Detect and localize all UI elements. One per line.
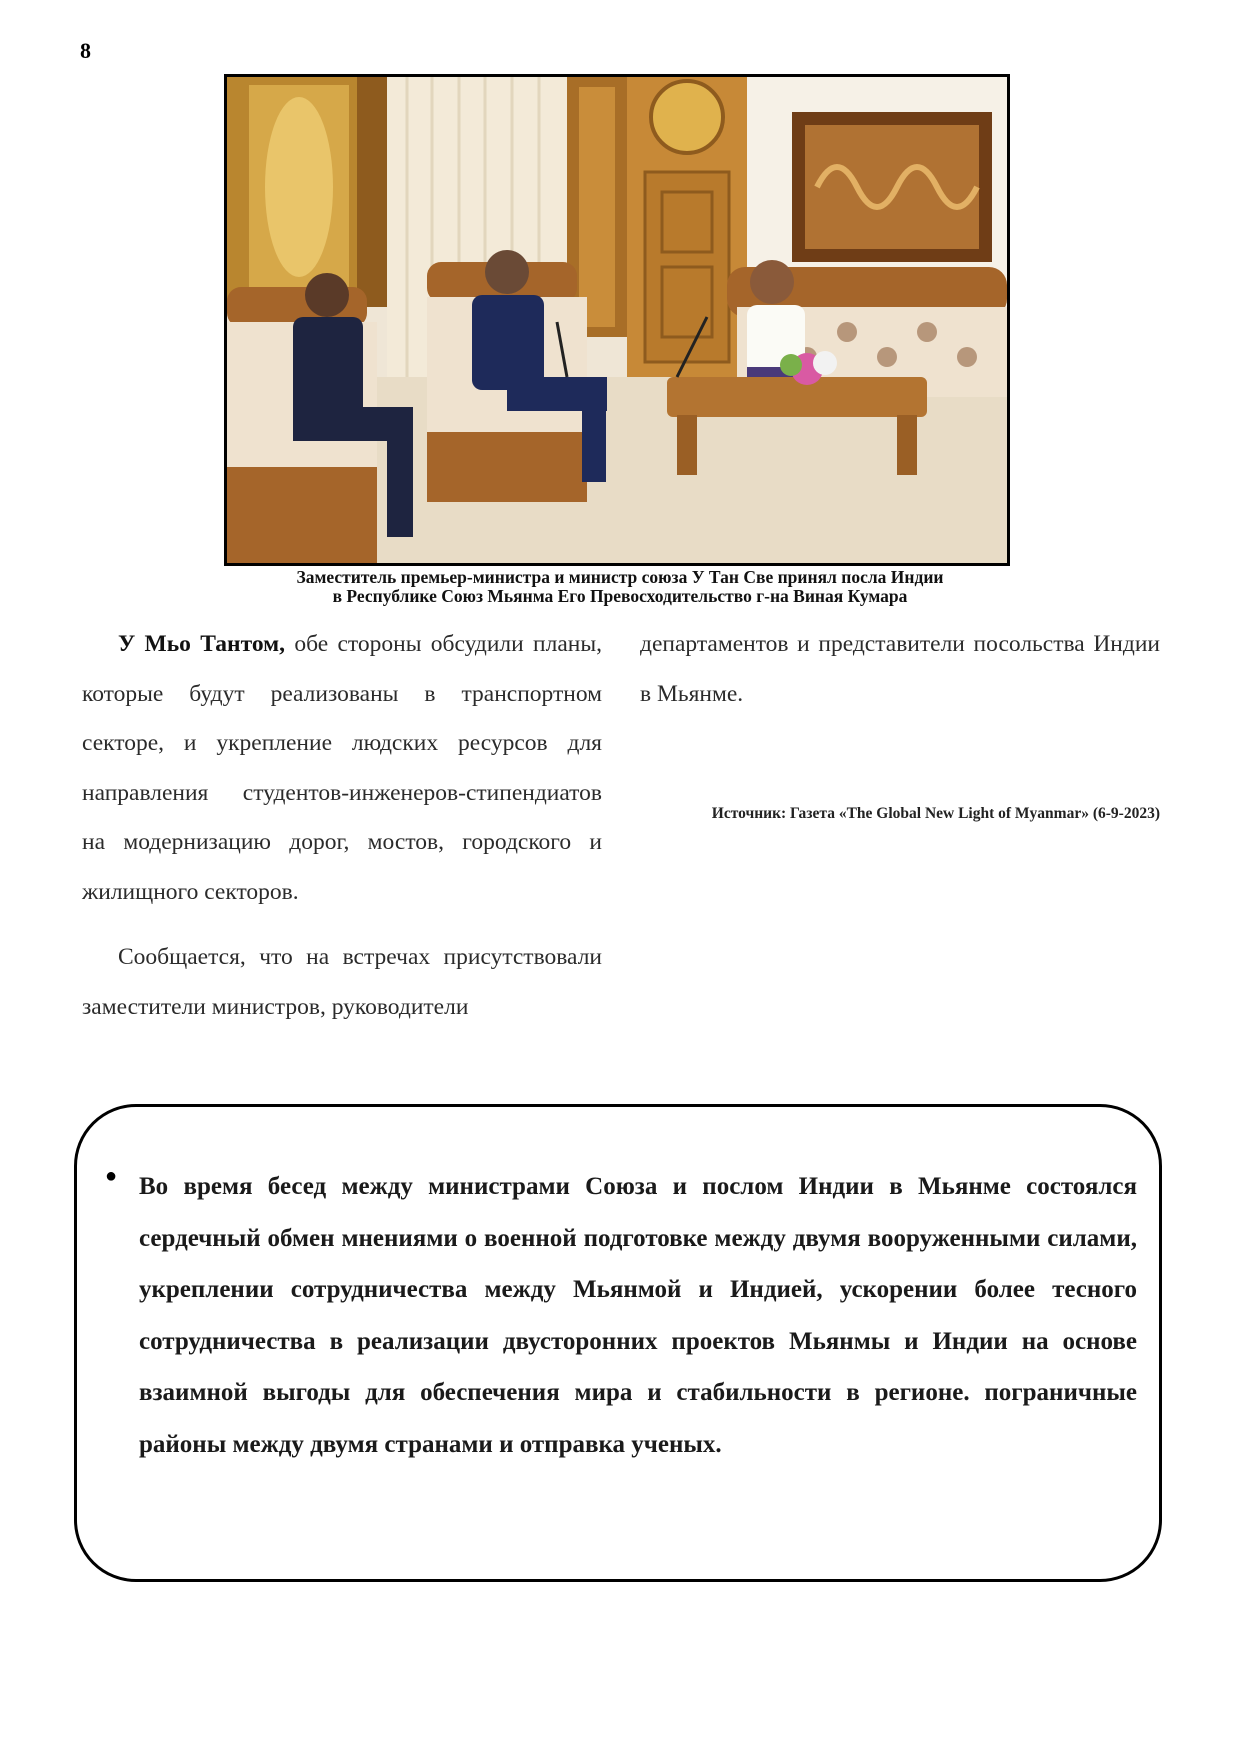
article-paragraph-2 <box>82 933 602 1032</box>
bullet-icon: ● <box>105 1165 118 1187</box>
source-citation: Источник: Газета «The Global New Light of Myanmar» (6-9-2023) <box>711 805 1160 822</box>
page-number: 8 <box>80 38 91 63</box>
caption-line-1: Заместитель премьер-министра и министр союза У Тан Све принял посла Индии <box>296 567 944 587</box>
paragraph-1-text: обе стороны обсудили планы, которые будут реализованы в транспортном секторе, и укрепление людских ресурсов для направления студентов-инженеров-стипендиатов на модернизацию дорог, мостов, городского и жилищного секторов. <box>82 631 602 905</box>
photo-caption <box>200 568 1040 606</box>
summary-box <box>74 1104 1162 1582</box>
news-photo <box>224 74 1010 566</box>
meeting-photo-illustration <box>227 77 1007 563</box>
lead-name: У Мьо Тантом, <box>118 631 286 657</box>
article-column-left <box>82 620 602 1032</box>
summary-text: Во время бесед между министрами Союза и послом Индии в Мьянме состоялся сердечный обмен мнениями о военной подготовке между двумя вооруженными силами, укреплении сотрудничества между Мьянмой и Индией, ускорении более тесного сотрудничества в реализации двусторонних проектов Мьянмы и Индии на основе взаимной выгоды для обеспечения мира и стабильности в регионе. пограничные районы между двумя странами и отправка ученых. <box>139 1173 1137 1458</box>
paragraph-2-text: Сообщается, что на встречах присутствовали заместители министров, руководители <box>82 944 602 1020</box>
paragraph-2-continued: департаментов и представители посольства Индии в Мьянме. <box>640 631 1160 707</box>
article-paragraph-1 <box>82 620 602 917</box>
article-column-right <box>640 620 1160 719</box>
caption-line-2: в Республике Союз Мьянма Его Превосходительство г-на Виная Кумара <box>332 586 908 606</box>
